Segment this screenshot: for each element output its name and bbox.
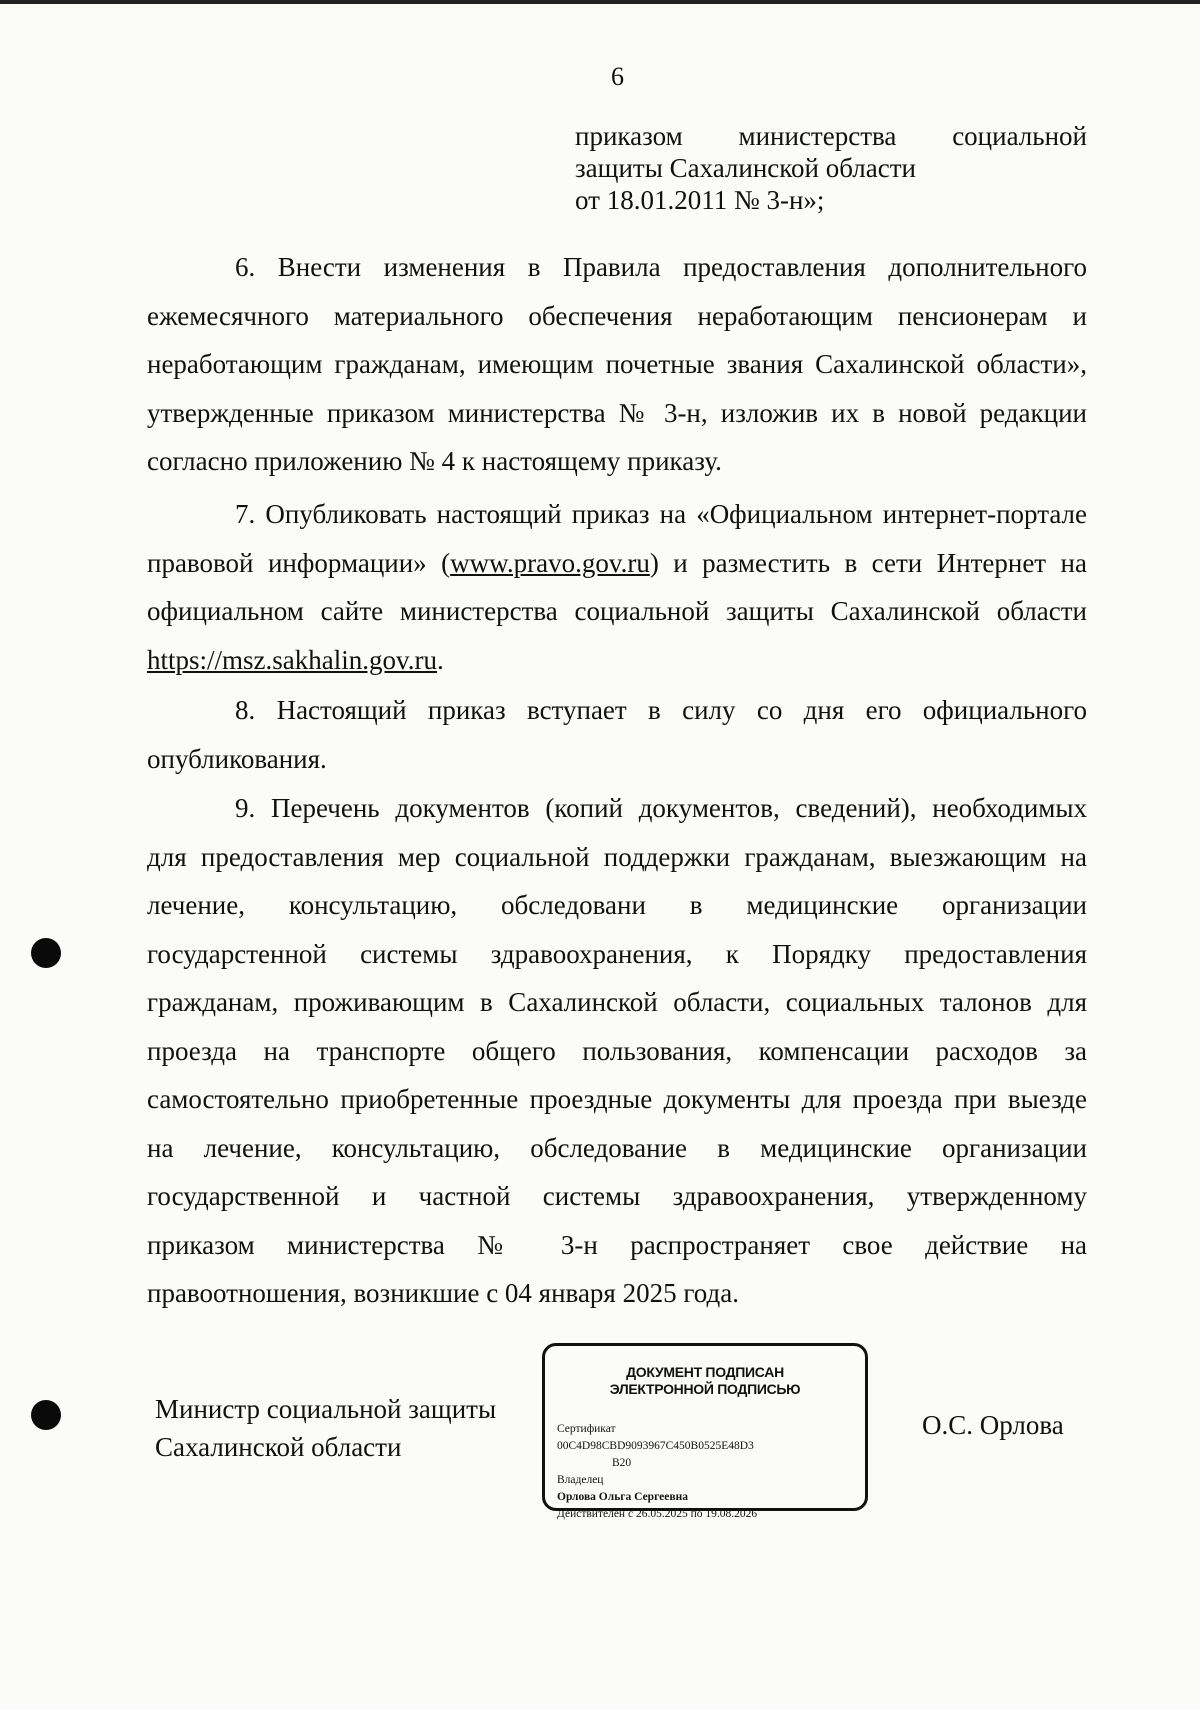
paragraph-8: [147, 686, 1087, 783]
paragraph-6: [147, 243, 1087, 486]
paragraph-line: 7. Опубликовать настоящий приказ на «Официальном интернет-портале: [235, 499, 1087, 529]
page-number: 6: [611, 62, 624, 91]
paragraph-line: приказом министерства № 3-н распространяет свое действие на: [147, 1229, 1087, 1260]
paragraph-line: 9. Перечень документов (копий документов, сведений), необходимых: [235, 793, 1087, 823]
paragraph-line: для предоставления мер социальной поддержки гражданам, выезжающим на: [147, 841, 1087, 872]
stamp-validity: Действителен с 26.05.2025 по 19.08.2026: [557, 1508, 758, 1520]
paragraph-line: утвержденные приказом министерства № 3-н, изложив их в новой редакции: [147, 397, 1087, 428]
electronic-signature-stamp: [542, 1343, 868, 1520]
scan-top-edge: [0, 0, 1200, 4]
signer-position-line: Министр социальной защиты: [155, 1394, 497, 1424]
paragraph-line: 8. Настоящий приказ вступает в силу со дня его официального: [235, 695, 1087, 725]
paragraph-line: [147, 636, 1087, 685]
punch-hole-mark: [31, 938, 61, 968]
header-line: от 18.01.2011 № 3-н»;: [575, 185, 825, 215]
paragraph-line: 6. Внести изменения в Правила предоставления дополнительного: [235, 252, 1087, 282]
paragraph-line: проезда на транспорте общего пользования, компенсации расходов за: [147, 1035, 1087, 1066]
signer-name: О.С. Орлова: [922, 1410, 1064, 1440]
stamp-title-line: ДОКУМЕНТ ПОДПИСАН: [626, 1364, 784, 1380]
stamp-owner-value: Орлова Ольга Сергеевна: [557, 1491, 688, 1503]
paragraph-line: на лечение, консультацию, обследование в медицинские организации: [147, 1132, 1087, 1163]
paragraph-text: (: [426, 547, 451, 578]
paragraph-line: лечение, консультацию, обследовани в медицинские организации: [147, 890, 1087, 920]
stamp-owner-label: Владелец: [557, 1474, 604, 1486]
stamp-certificate-row: [557, 1421, 857, 1455]
stamp-title: [545, 1364, 865, 1398]
paragraph-line: [147, 539, 1087, 588]
stamp-certificate-label: Сертификат: [557, 1423, 616, 1435]
paragraph-text: .: [436, 644, 444, 675]
paragraph-line: правоотношения, возникшие с 04 января 2025 года.: [147, 1278, 739, 1308]
stamp-certificate-value-cont: B20: [612, 1457, 632, 1469]
paragraph-line: самостоятельно приобретенные проездные документы для проезда при выезде: [147, 1084, 1087, 1114]
paragraph-line: государственной и частной системы здравоохранения, утвержденному: [147, 1181, 1087, 1211]
signer-position-line: Сахалинской области: [155, 1432, 402, 1462]
stamp-details: [557, 1421, 857, 1523]
stamp-certificate-value: 00C4D98CBD9093967C450B0525E48D3: [557, 1440, 754, 1452]
pravo-gov-link[interactable]: www.pravo.gov.ru: [450, 547, 650, 578]
msz-sakhalin-link[interactable]: https://msz.sakhalin.gov.ru: [147, 644, 437, 675]
paragraph-line: согласно приложению № 4 к настоящему приказу.: [147, 446, 722, 476]
paragraph-line: официальном сайте министерства социальной защиты Сахалинской области: [147, 596, 1087, 626]
paragraph-text: ) и разместить в сети Интернет на: [649, 547, 1087, 578]
header-reference: [575, 120, 1087, 216]
header-line: приказом министерства социальной: [575, 121, 1087, 151]
paragraph-text: правовой информации»: [147, 547, 427, 578]
paragraph-line: опубликования.: [147, 743, 327, 774]
punch-hole-mark: [31, 1400, 61, 1430]
stamp-owner-row: [557, 1472, 857, 1506]
paragraph-line: ежемесячного материального обеспечения неработающим пенсионерам и: [147, 300, 1087, 331]
paragraph-7: [147, 490, 1087, 684]
paragraph-line: гражданам, проживающим в Сахалинской области, социальных талонов для: [147, 987, 1087, 1017]
header-line: защиты Сахалинской области: [575, 153, 916, 183]
stamp-title-line: ЭЛЕКТРОННОЙ ПОДПИСЬЮ: [609, 1381, 801, 1397]
paragraph-line: неработающим гражданам, имеющим почетные звания Сахалинской области»,: [147, 349, 1087, 379]
paragraph-9: [147, 784, 1087, 1318]
signer-position: [155, 1390, 496, 1466]
paragraph-line: государстенной системы здравоохранения, к Порядку предоставления: [147, 938, 1087, 969]
